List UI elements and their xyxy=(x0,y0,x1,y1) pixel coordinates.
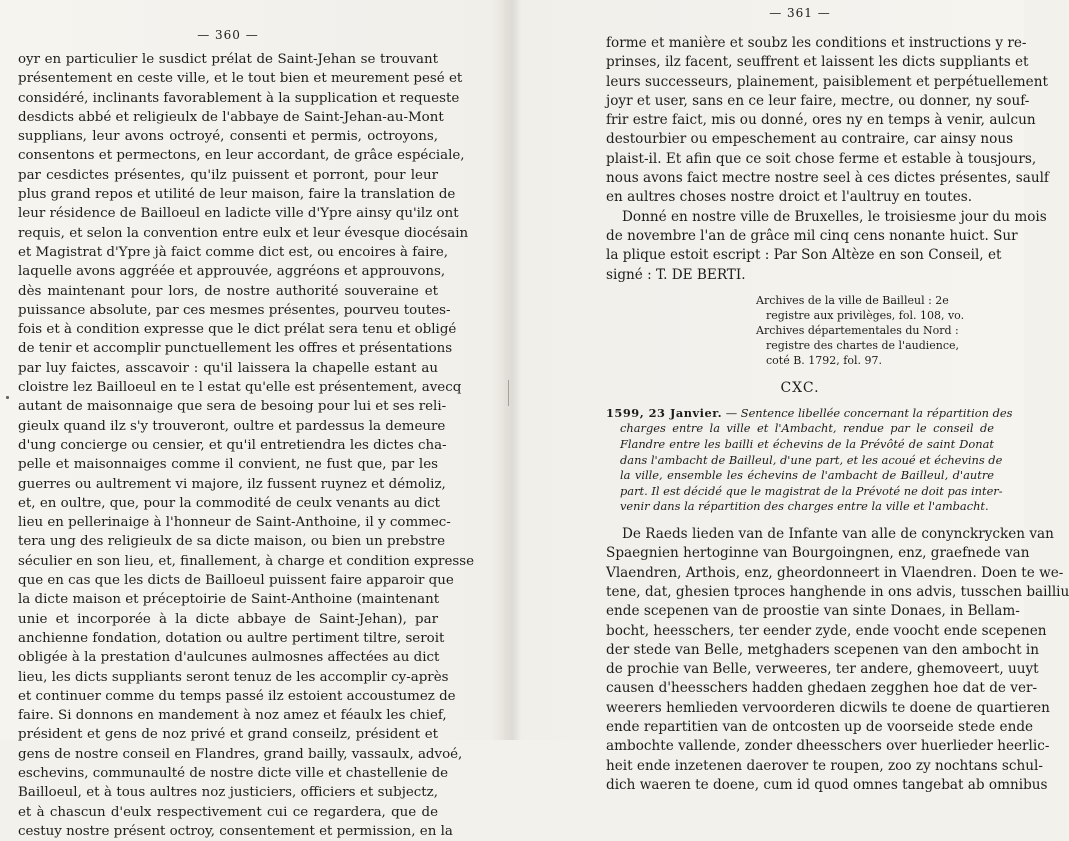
text-line: en aultres choses nostre droict et l'aultruy en toutes. xyxy=(606,189,973,206)
text-line: plaist-il. Et afin que ce soit chose ferme et estable à tousjours, xyxy=(606,150,1037,167)
text-line: guerres ou aultrement vi majore, ilz fussent ruynez et démoliz, xyxy=(18,476,446,492)
text-line: unie et incorporée à la dicte abbaye de Saint-Jehan), par xyxy=(18,611,438,627)
text-line: leur résidence de Bailloeul en ladicte ville d'Ypre ainsy qu'ilz ont xyxy=(18,206,459,222)
text-line: nous avons faict mectre nostre seel à ces dictes présentes, saulf xyxy=(606,170,1049,187)
text-line: oyr en particulier le susdict prélat de Saint-Jehan se trouvant xyxy=(18,52,438,67)
entry-date: 1599, 23 Janvier. xyxy=(606,405,723,420)
text-line: leurs successeurs, plainement, paisiblement et perpétuellement xyxy=(606,73,1048,90)
text-line: obligée à la prestation d'aulcunes aulmosnes affectées au dict xyxy=(18,650,440,666)
text-line: tene, dat, ghesien tproces hanghende in ons advis, tusschen bailliu xyxy=(606,583,1069,600)
text-line: d'ung concierge ou censier, et qu'il entretiendra les dictes cha- xyxy=(18,437,447,453)
text-line: la plique estoit escript : Par Son Altèze en son Conseil, et xyxy=(606,247,1002,264)
text-line: autant de maisonnaige que sera de besoing pour lui et ses reli- xyxy=(18,399,447,415)
right-page-text-top xyxy=(606,34,1049,208)
text-line: ambochte vallende, zonder dheesschers over huerlieder heerlic- xyxy=(606,738,1050,755)
page-number-left: — 360 — xyxy=(197,28,259,42)
text-line: forme et manière et soubz les conditions et instructions y re- xyxy=(606,35,1027,51)
text-line: ende scepenen van de proostie van sinte Donaes, in Bellam- xyxy=(606,603,1020,620)
text-line: dès maintenant pour lors, de nostre authorité souveraine et xyxy=(18,283,438,299)
text-line: requis, et selon la convention entre eulx et leur évesque diocésain xyxy=(18,225,469,241)
entry-line xyxy=(606,437,994,453)
text-line: et continuer comme du temps passé ilz estoient accoustumez de xyxy=(18,688,456,704)
left-page xyxy=(18,0,475,839)
text-line: de prochie van Belle, verweeres, ter andere, ghemoveert, uuyt xyxy=(606,661,1039,678)
entry-line xyxy=(606,483,1003,500)
entry-summary-text: — Sentence libellée concernant la répartition des xyxy=(725,405,1013,420)
left-page-text xyxy=(18,50,475,841)
text-line: la dicte maison et préceptoirie de Saint-Anthoine (maintenant xyxy=(18,592,440,608)
text-line: bocht, heesschers, ter eender zyde, ende voocht ende scepenen xyxy=(606,622,1047,639)
entry-summary-text: dans l'ambacht de Bailleul, d'une part, et les acoué et échevins de xyxy=(620,452,1003,467)
book-gutter xyxy=(503,0,521,740)
text-line: pelle et maisonnaiges comme il convient, ne fust que, par les xyxy=(18,457,438,473)
text-line: plus grand repos et utilité de leur maison, faire la translation de xyxy=(18,187,456,203)
text-line: par luy faictes, asscavoir : qu'il laissera la chapelle estant au xyxy=(18,360,438,376)
text-line: cloistre lez Bailloeul en te l estat qu'elle est présentement, avecq xyxy=(18,380,462,396)
text-line: lieu, les dicts suppliants seront tenuz de les accomplir cy-après xyxy=(18,669,449,685)
entry-summary-text: charges entre la ville et l'Ambacht, rendue par le conseil de xyxy=(620,421,994,436)
spacer xyxy=(606,515,994,525)
text-line: de tenir et accomplir punctuellement les offres et présentations xyxy=(18,341,453,357)
entry-summary-text: Flandre entre les bailli et échevins de la Prévôté de saint Donat xyxy=(620,437,994,452)
text-line: Bailloeul, et à tous aultres noz justiciers, officiers et subjectz, xyxy=(18,785,438,801)
text-line: Spaegnien hertoginne van Bourgoingnen, enz, graefnede van xyxy=(606,545,1030,562)
text-line: gieulx quand ilz s'y trouveront, oultre et pardessus la demeure xyxy=(18,418,446,434)
text-line: Donné en nostre ville de Bruxelles, le troisiesme jour du mois xyxy=(622,208,1047,225)
text-line: et à chascun d'eulx respectivement cui ce regardera, que de xyxy=(18,804,438,820)
entry-summary-text: venir dans la répartition des charges entre la ville et l'ambacht. xyxy=(620,499,989,514)
text-line: tera ung des religieulx de sa dicte maison, ou bien un prebstre xyxy=(18,534,446,550)
text-line: desdicts abbé et religieulx de l'abbaye de Saint-Jehan-au-Mont xyxy=(18,109,444,125)
text-line: supplians, leur avons octroyé, consenti et permis, octroyons, xyxy=(18,129,438,145)
charter-entry-summary xyxy=(606,405,1013,515)
text-line: cestuy nostre présent octroy, consentement et permission, en la xyxy=(18,823,453,839)
text-line: Vlaendren, Arthois, enz, gheordonneert in Vlaendren. Doen te we- xyxy=(606,564,1064,581)
margin-mark xyxy=(6,396,9,399)
text-line: consentons et permectons, en leur accordant, de grâce espéciale, xyxy=(18,148,465,164)
flemish-text xyxy=(606,525,1069,795)
text-line: par cesdictes présentes, qu'ilz puissent et porront, pour leur xyxy=(18,167,438,183)
text-line: signé : T. DE BERTI. xyxy=(606,266,746,283)
entry-line xyxy=(606,405,1013,422)
archive-citations xyxy=(606,293,994,368)
right-page xyxy=(606,0,1069,793)
text-line: et, en oultre, que, pour la commodité de ceulx venants au dict xyxy=(18,495,441,511)
citation-line: registre des chartes de l'audience, xyxy=(766,338,960,352)
text-line: frir estre faict, mis ou donné, ores ny en temps à venir, aulcun xyxy=(606,112,1036,129)
fold-mark xyxy=(508,380,509,406)
text-line: joyr et user, sans en ce leur faire, mectre, ou donner, ny souf- xyxy=(606,92,1030,109)
entry-line xyxy=(606,421,994,437)
text-line: weerers hemlieden vervoorderen dicwils te doene de quartieren xyxy=(606,699,1050,716)
right-page-given-clause xyxy=(606,208,1047,285)
text-line: destourbier ou empeschement au contraire, car ainsy nous xyxy=(606,131,1014,148)
text-line: De Raeds lieden van de Infante van alle de conynckrycken van xyxy=(622,526,1054,543)
text-line: dich waeren te doene, cum id quod omnes tangebat ab omnibus xyxy=(606,776,1048,793)
text-line: der stede van Belle, metghaders scepenen van den ambocht in xyxy=(606,641,1039,658)
text-line: fois et à condition expresse que le dict prélat sera tenu et obligé xyxy=(18,322,457,338)
entry-line xyxy=(606,452,1003,469)
citation-line: registre aux privilèges, fol. 108, vo. xyxy=(766,308,965,322)
text-line: lieu en pellerinaige à l'honneur de Saint-Anthoine, il y commec- xyxy=(18,515,451,531)
text-line: puissance absolute, par ces mesmes présentes, pourveu toutes- xyxy=(18,302,451,318)
entry-summary-text: part. Il est décidé que le magistrat de la Prévoté ne doit pas inter- xyxy=(620,483,1003,498)
text-line: que en cas que les dicts de Bailloeul puissent faire apparoir que xyxy=(18,573,454,589)
citation-line: coté B. 1792, fol. 97. xyxy=(766,353,882,367)
text-line: de novembre l'an de grâce mil cinq cens nonante huict. Sur xyxy=(606,227,1018,244)
citation-line: Archives de la ville de Bailleul : 2e xyxy=(756,293,949,307)
text-line: présentement en ceste ville, et le tout bien et meurement pesé et xyxy=(18,71,463,87)
text-line: gens de nostre conseil en Flandres, grand bailly, vassaulx, advoé, xyxy=(18,746,463,762)
citation-line: Archives départementales du Nord : xyxy=(756,323,959,337)
text-line: président et gens de noz privé et grand conseilz, président et xyxy=(18,727,438,743)
text-line: prinses, ilz facent, seuffrent et laissent les dicts suppliants et xyxy=(606,54,1029,71)
text-line: et Magistrat d'Ypre jà faict comme dict est, ou encoires à faire, xyxy=(18,244,449,260)
section-number: CXC. xyxy=(780,379,820,396)
text-line: laquelle avons aggréée et approuvée, aggréons et approuvons, xyxy=(18,264,446,280)
text-line: anchienne fondation, dotation ou aultre pertiment tiltre, seroit xyxy=(18,630,445,646)
entry-line xyxy=(606,468,994,484)
text-line: considéré, inclinants favorablement à la supplication et requeste xyxy=(18,90,460,106)
text-line: faire. Si donnons en mandement à noz amez et féaulx les chief, xyxy=(18,708,447,724)
text-line: séculier en son lieu, et, finallement, à charge et condition expresse xyxy=(18,553,475,569)
entry-line xyxy=(606,499,994,515)
text-line: ende repartitien van de ontcosten up de voorseide stede ende xyxy=(606,718,1034,735)
page-number-right: — 361 — xyxy=(769,6,831,20)
text-line: heit ende inzetenen daerover te roupen, zoo zy nochtans schul- xyxy=(606,757,1043,774)
entry-summary-text: la ville, ensemble les échevins de l'ambacht de Bailleul, d'autre xyxy=(620,468,994,483)
text-line: causen d'heesschers hadden ghedaen zegghen hoe dat de ver- xyxy=(606,680,1038,697)
text-line: eschevins, communaulté de nostre dicte ville et chastellenie de xyxy=(18,765,449,781)
